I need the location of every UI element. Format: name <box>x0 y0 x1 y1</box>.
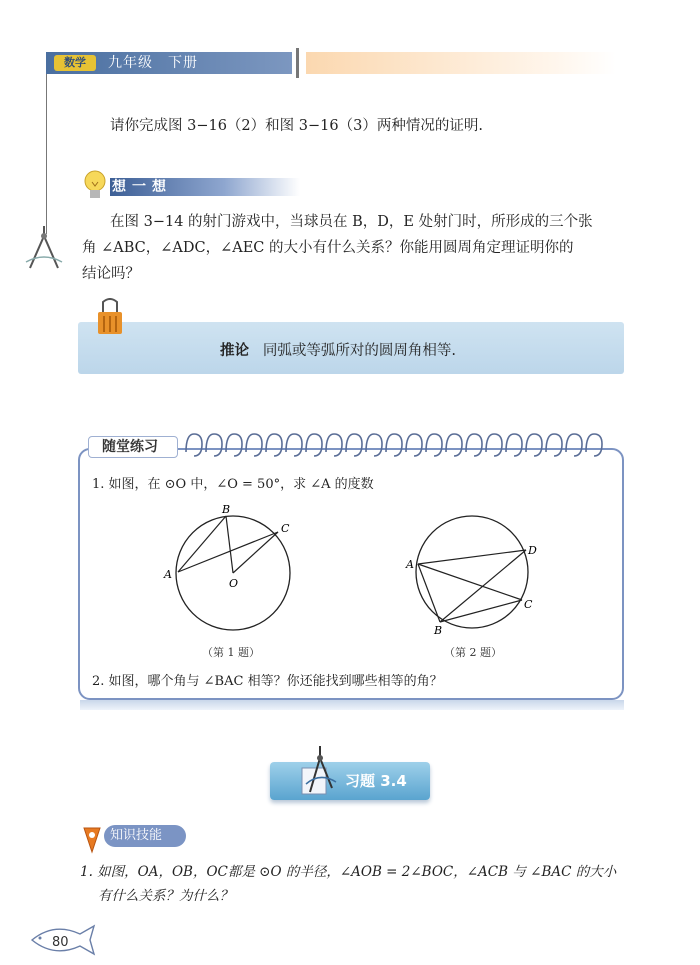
inference-text: 同弧或等弧所对的圆周角相等. <box>262 343 456 359</box>
fig2-label-a: A <box>406 558 414 571</box>
inference-label: 推论 <box>220 342 249 359</box>
fig1-label-a: A <box>164 568 172 581</box>
page-number: 80 <box>52 935 69 950</box>
compass-ruler-icon <box>298 742 342 798</box>
fig2-label-b: B <box>434 624 443 637</box>
exercise-title: 习题 3.4 <box>345 772 407 790</box>
header-separator <box>296 48 299 78</box>
grade-text: 九年级 下册 <box>108 55 198 71</box>
fig1-label-b: B <box>222 503 231 516</box>
figure-2 <box>400 510 550 640</box>
think-line-1: 在图 3−14 的射门游戏中，当球员在 B，D，E 处射门时，所形成的三个张 <box>110 214 593 230</box>
fig1-caption: （第 1 题） <box>202 646 260 659</box>
fig1-label-c: C <box>281 522 290 535</box>
fig2-caption: （第 2 题） <box>444 646 502 659</box>
intro-line: 请你完成图 3−16（2）和图 3−16（3）两种情况的证明. <box>110 118 483 134</box>
header-orange-band <box>306 52 616 74</box>
think-title: 想一想 <box>112 179 172 195</box>
spiral-binding <box>180 428 620 464</box>
practice-label: 随堂练习 <box>102 439 158 455</box>
think-line-3: 结论吗？ <box>82 266 140 282</box>
binder-clip-icon <box>96 298 124 336</box>
knowledge-label: 知识技能 <box>110 828 163 843</box>
practice-q1: 1. 如图，在 ⊙O 中，∠O = 50°，求 ∠A 的度数 <box>92 477 374 492</box>
figure-1 <box>160 500 310 640</box>
fig2-label-d: D <box>528 544 537 557</box>
compass-icon <box>22 222 66 272</box>
inference-statement <box>220 339 456 360</box>
fig2-label-c: C <box>524 598 533 611</box>
knowledge-q1-line2: 有什么关系？为什么？ <box>98 888 233 904</box>
knowledge-q1-line1: 1. 如图，OA，OB，OC都是 ⊙O 的半径，∠AOB = 2∠BOC，∠ACB 与 ∠BAC 的大小 <box>80 864 617 880</box>
lightbulb-icon <box>82 168 108 202</box>
arrow-head-icon <box>80 824 104 854</box>
subject-badge: 数学 <box>54 55 96 71</box>
practice-q2: 2. 如图，哪个角与 ∠BAC 相等？你还能找到哪些相等的角？ <box>92 674 443 689</box>
think-line-2: 角 ∠ABC，∠ADC，∠AEC 的大小有什么关系？你能用圆周角定理证明你的 <box>82 240 574 256</box>
margin-line <box>46 74 47 234</box>
practice-box-shadow <box>80 700 624 710</box>
fig1-label-o: O <box>229 577 239 590</box>
